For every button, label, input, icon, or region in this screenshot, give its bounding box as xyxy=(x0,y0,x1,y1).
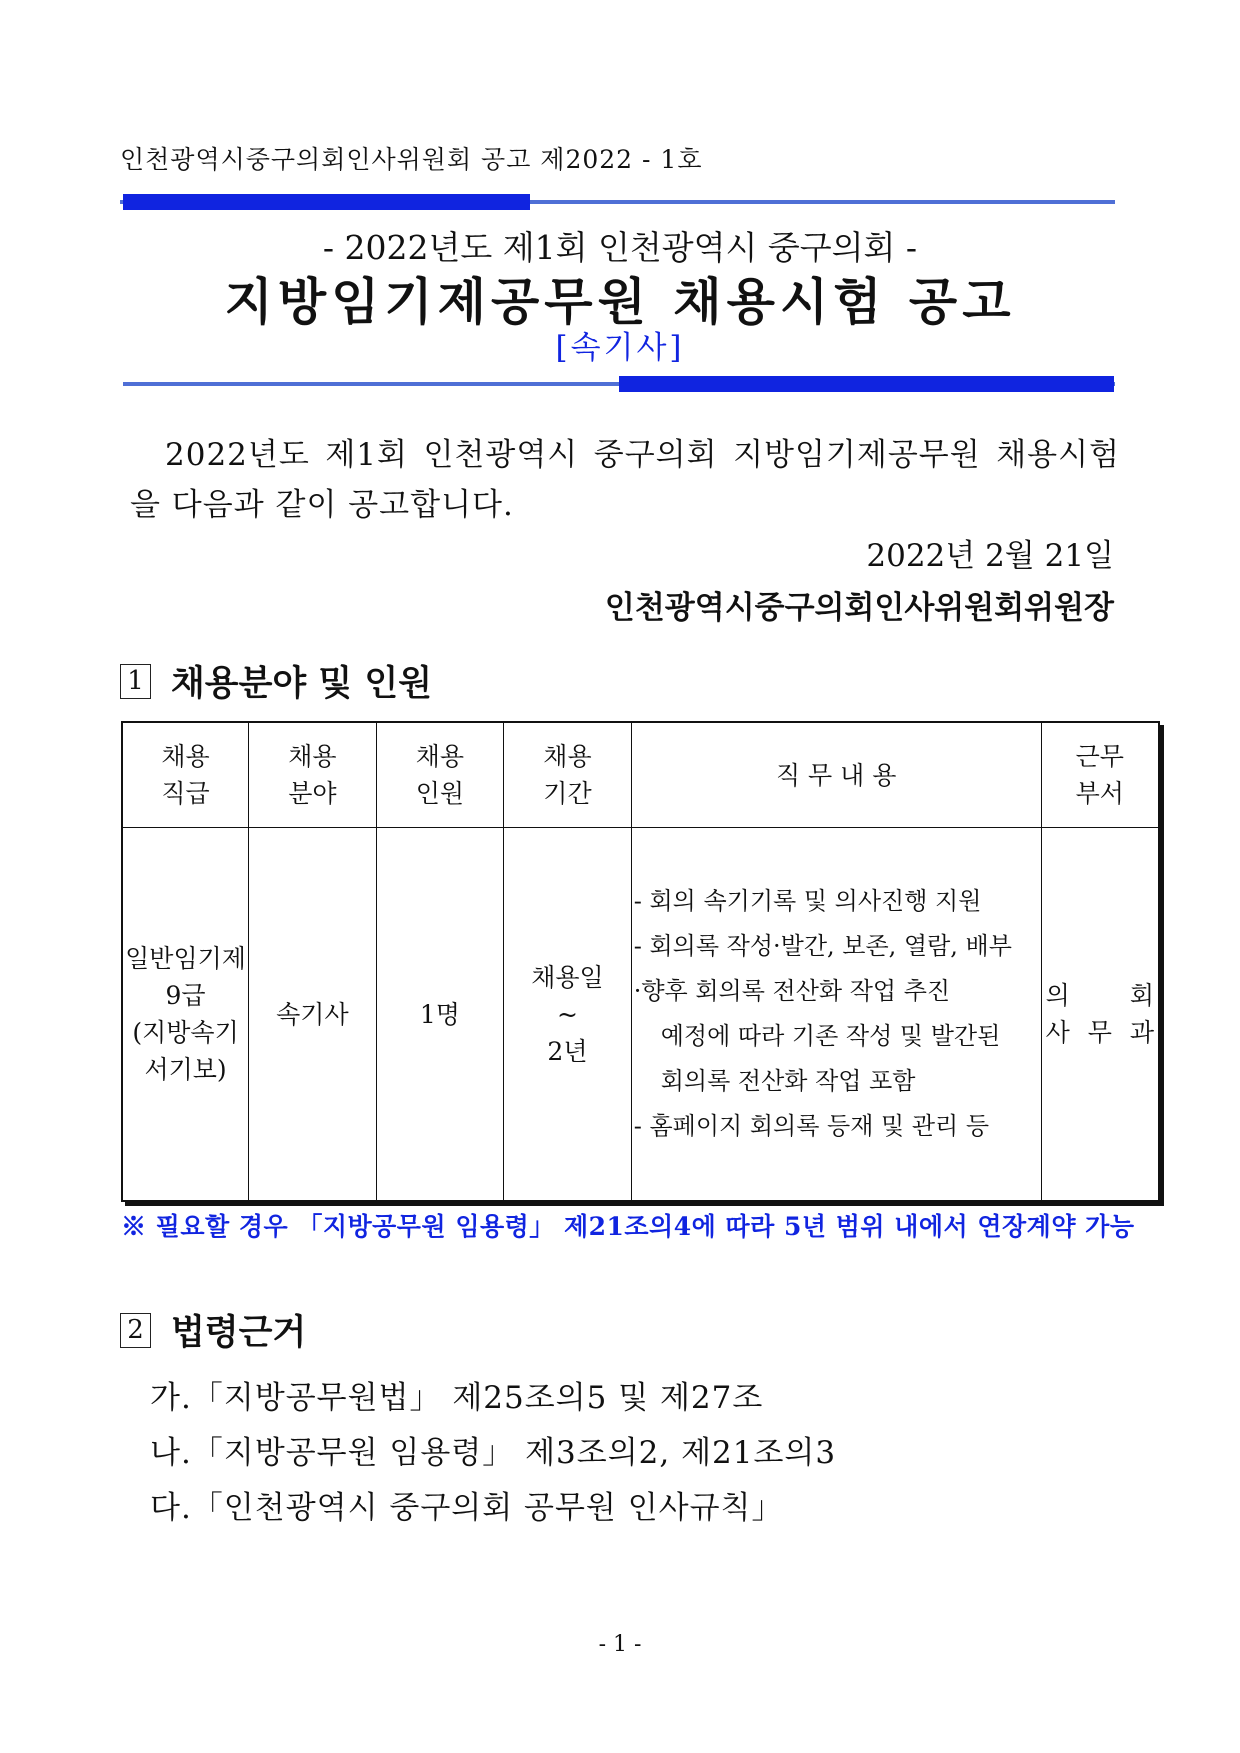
top-rule-thick xyxy=(123,194,530,210)
duty-item: - 홈페이지 회의록 등재 및 관리 등 xyxy=(633,1112,990,1140)
recruitment-field-tag: [속기사] xyxy=(555,330,685,366)
department-line xyxy=(1042,977,1158,1014)
cell-department xyxy=(1041,828,1159,1202)
header-field: 채용 분야 xyxy=(249,722,377,828)
table-row xyxy=(122,828,1159,1202)
section-title: 법령근거 xyxy=(171,1313,307,1353)
header-count: 채용 인원 xyxy=(376,722,504,828)
section-1-heading xyxy=(120,656,432,706)
recruitment-table xyxy=(121,721,1160,1202)
cell-period: 채용일 ~ 2년 xyxy=(504,828,632,1202)
subtitle: - 2022년도 제1회 인천광역시 중구의회 - xyxy=(322,228,918,267)
cell-grade: 일반임기제 9급 (지방속기 서기보) xyxy=(122,828,249,1202)
duty-item: - 회의록 작성·발간, 보존, 열람, 배부 xyxy=(633,932,1012,960)
department-char: 무 xyxy=(1087,1018,1112,1047)
intro-paragraph: 2022년도 제1회 인천광역시 중구의회 지방임기제공무원 채용시험을 다음과 같이 공고합니다. xyxy=(130,437,1120,523)
legal-basis-item: 나.「지방공무원 임용령」 제3조의2, 제21조의3 xyxy=(150,1435,837,1471)
header-department: 근무 부서 xyxy=(1041,722,1159,828)
cell-duties xyxy=(631,828,1041,1202)
duty-item: ·향후 회의록 전산화 작업 추진 xyxy=(633,977,951,1005)
section-2-heading xyxy=(120,1305,306,1355)
page-title: 지방임기제공무원 채용시험 공고 xyxy=(224,273,1016,331)
department-char: 회 xyxy=(1129,981,1154,1010)
section-number: 1 xyxy=(120,664,151,699)
issuer: 인천광역시중구의회인사위원회위원장 xyxy=(604,590,1114,626)
department-line xyxy=(1042,1014,1158,1051)
department-char: 과 xyxy=(1129,1018,1154,1047)
header-period: 채용 기간 xyxy=(504,722,632,828)
department-char: 사 xyxy=(1045,1018,1070,1047)
table-header-row xyxy=(122,722,1159,828)
department-char: 의 xyxy=(1045,981,1070,1010)
notice-date: 2022년 2월 21일 xyxy=(866,538,1114,574)
duty-item: 회의록 전산화 작업 포함 xyxy=(660,1067,916,1095)
section-number: 2 xyxy=(120,1313,151,1348)
department-text xyxy=(1042,977,1158,1051)
legal-basis-item: 다.「인천광역시 중구의회 공무원 인사규칙」 xyxy=(150,1490,784,1526)
legal-basis-item: 가.「지방공무원법」 제25조의5 및 제27조 xyxy=(150,1380,764,1416)
cell-field: 속기사 xyxy=(249,828,377,1202)
cell-count: 1명 xyxy=(376,828,504,1202)
header-grade: 채용 직급 xyxy=(122,722,249,828)
page-number: - 1 - xyxy=(598,1632,642,1657)
duty-item: 예정에 따라 기존 작성 및 발간된 xyxy=(660,1022,1001,1050)
notice-number: 인천광역시중구의회인사위원회 공고 제2022 - 1호 xyxy=(120,145,703,174)
duty-item: - 회의 속기기록 및 의사진행 지원 xyxy=(633,887,982,915)
table-footnote: ※ 필요할 경우 「지방공무원 임용령」 제21조의4에 따라 5년 범위 내에서 연장계약 가능 xyxy=(121,1212,1135,1241)
bottom-rule-thick xyxy=(619,376,1114,392)
section-title: 채용분야 및 인원 xyxy=(171,664,433,704)
header-duties: 직 무 내 용 xyxy=(631,722,1041,828)
